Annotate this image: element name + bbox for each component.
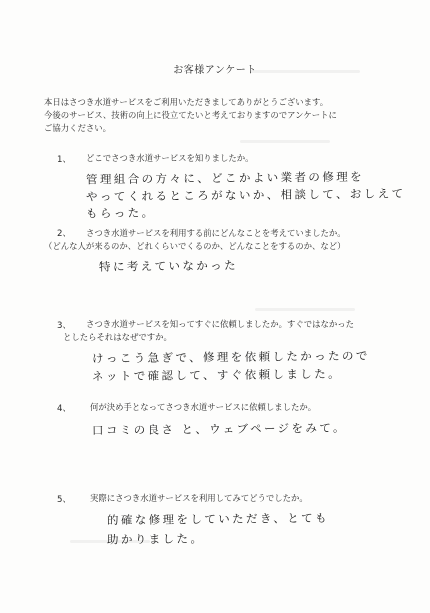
question-text: さつき水道サービスを利用する前にどんなことを考えていましたか。 (86, 228, 346, 238)
question-number: 2、 (57, 229, 72, 239)
bleed-through-trace (240, 140, 330, 143)
bleed-through-trace (255, 308, 355, 311)
handwritten-answer: 特に考えていなかった (98, 258, 239, 274)
question-number: 4、 (57, 404, 72, 414)
handwritten-answer: 口コミの良さ と、ウェブページをみて。 (91, 420, 347, 438)
question-text: どこでさつき水道サービスを知りましたか。 (86, 153, 254, 163)
question-number: 1、 (57, 155, 72, 165)
question-text: さつき水道サービスを知ってすぐに依頼しましたか。すぐではなかった (86, 319, 354, 329)
handwritten-answer: けっこう急ぎで、修理を依頼したかったので (91, 348, 370, 366)
handwritten-answer: やってくれるところがないか、相談して、おしえて (85, 186, 406, 204)
handwritten-answer: ネットで確認して、すぐ依頼しました。 (91, 366, 343, 384)
intro-line: 本日はさつき水道サービスをご利用いただきましてありがとうございます。 (44, 97, 329, 107)
question-text: 何が決め手となってさつき水道サービスに依頼しましたか。 (90, 402, 317, 412)
handwritten-answer: 的確な修理をしていただき、とても (106, 510, 330, 528)
question-text: としたらそれはなぜですか。 (63, 332, 172, 342)
question-text: （どんな人が来るのか、どれくらいでくるのか、どんなことをするのか、など） (44, 241, 346, 251)
handwritten-answer: 助かりました。 (106, 531, 205, 547)
question-number: 5、 (57, 495, 72, 505)
handwritten-answer: もらった。 (85, 205, 156, 221)
intro-line: ご協力ください。 (44, 123, 111, 133)
handwritten-answer: 管理組合の方々に、どこかよい業者の修理を (85, 169, 365, 187)
question-text: 実際にさつき水道サービスを利用してみてどうでしたか。 (90, 493, 308, 503)
question-number: 3、 (57, 321, 72, 331)
intro-line: 今後のサービス、技術の向上に役立てたいと考えておりますのでアンケートに (44, 110, 337, 120)
page-title: お客様アンケート (173, 65, 257, 76)
